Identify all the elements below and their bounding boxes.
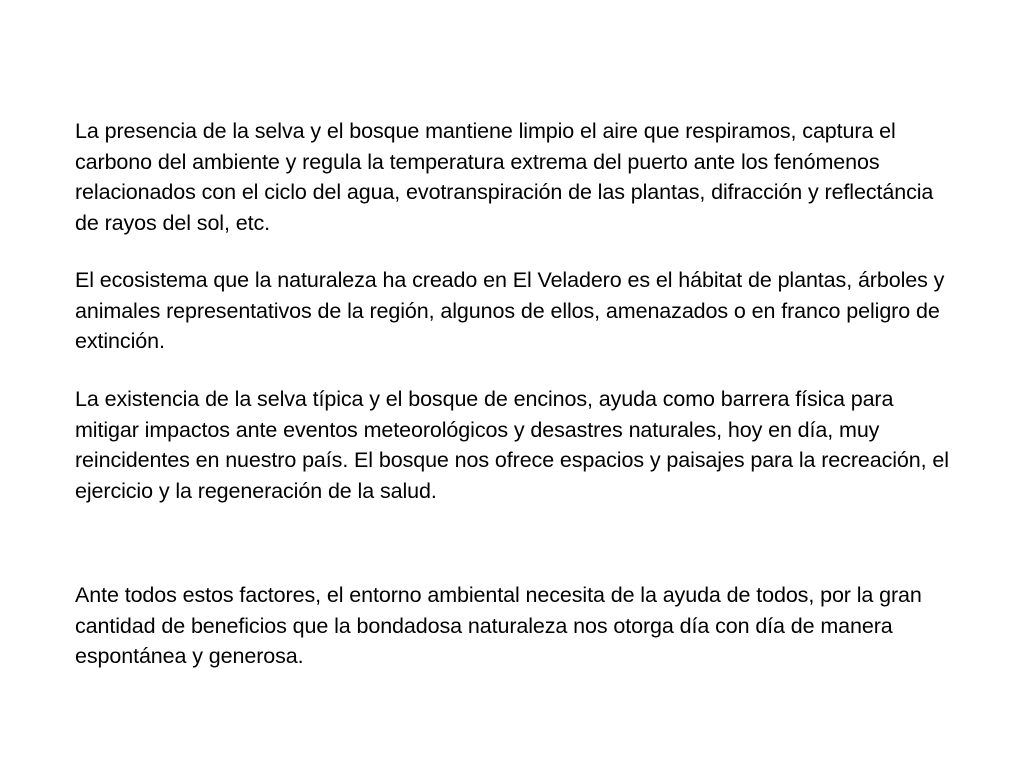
paragraph-ecosystem-habitat: El ecosistema que la naturaleza ha creado en El Veladero es el hábitat de plantas, árboles y animales representativos de la región, algunos de ellos, amenazados o en franco peligro de extinción. bbox=[75, 268, 945, 353]
paragraph-forest-barrier: La existencia de la selva típica y el bosque de encinos, ayuda como barrera física para mitigar impactos ante eventos meteorológicos y desastres naturales, hoy en día, muy reincidentes en nuestro país. El bosque nos ofrece espacios y paisajes para la recreación, el ejercicio y la regeneración de la salud. bbox=[75, 387, 949, 503]
paragraph-call-to-action: Ante todos estos factores, el entorno ambiental necesita de la ayuda de todos, por la gran cantidad de beneficios que la bondadosa naturaleza nos otorga día con día de manera espontánea y generosa. bbox=[75, 583, 922, 668]
paragraph-air-purification: La presencia de la selva y el bosque mantiene limpio el aire que respiramos, captura el carbono del ambiente y regula la temperatura extrema del puerto ante los fenómenos relacionados con el ciclo del agua, evotranspiración de las plantas, difracción y reflectáncia de rayos del sol, etc. bbox=[75, 119, 934, 235]
